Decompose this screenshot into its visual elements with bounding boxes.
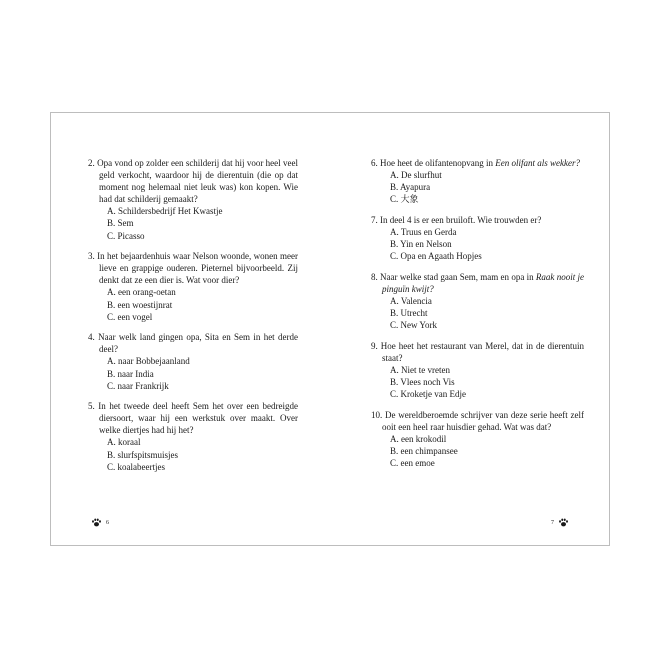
answer-options bbox=[371, 433, 584, 469]
answer-options bbox=[88, 205, 298, 241]
answer-option: C. naar Frankrijk bbox=[107, 380, 169, 391]
answer-option: C. een vogel bbox=[107, 311, 153, 322]
question-8 bbox=[371, 271, 584, 331]
answer-option: A. Schildersbedrijf Het Kwastje bbox=[107, 206, 223, 217]
question-4 bbox=[88, 331, 298, 391]
answer-option: C. 大象 bbox=[390, 194, 419, 205]
paw-print-icon bbox=[91, 518, 102, 527]
answer-option: B. Sem bbox=[107, 218, 134, 229]
answer-option: A. De slurfhut bbox=[390, 170, 442, 181]
paw-print-icon bbox=[558, 518, 569, 527]
question-9 bbox=[371, 340, 584, 400]
question-text: 9. Hoe heet het restaurant van Merel, dat in de dierentuin staat? bbox=[371, 340, 584, 363]
answer-option: A. koraal bbox=[107, 437, 141, 448]
answer-option: B. naar India bbox=[107, 368, 154, 379]
question-6 bbox=[371, 157, 584, 205]
question-text: 2. Opa vond op zolder een schilderij dat hij voor heel veel geld verkocht, waardoor hij de dierentuin (die op dat moment nog helemaal niet leuk was) kon kopen. Wie had dat schilderij gemaakt? bbox=[88, 158, 299, 205]
answer-option: B. slurfspitsmuisjes bbox=[107, 449, 179, 460]
left-page-footer bbox=[91, 518, 109, 527]
question-3 bbox=[88, 250, 298, 323]
question-text: 3. In het bejaardenhuis waar Nelson woonde, wonen meer lieve en grappige ouderen. Pieternel bijvoorbeeld. Zij denkt dat ze een dier is. Wat voor dier? bbox=[88, 251, 298, 286]
answer-option: C. een emoe bbox=[390, 458, 435, 469]
answer-options bbox=[88, 436, 298, 472]
answer-option: A. naar Bobbejaanland bbox=[107, 356, 190, 367]
answer-option: A. een krokodil bbox=[390, 433, 447, 444]
answer-options bbox=[371, 226, 584, 262]
answer-option: A. Niet te vreten bbox=[390, 364, 450, 375]
answer-options bbox=[371, 364, 584, 400]
right-page bbox=[371, 157, 584, 478]
answer-option: B. Yin en Nelson bbox=[390, 239, 452, 250]
question-10 bbox=[371, 409, 584, 469]
question-text: 4. Naar welk land gingen opa, Sita en Sem in het derde deel? bbox=[88, 332, 298, 355]
question-5 bbox=[88, 400, 298, 473]
book-spread bbox=[50, 112, 610, 546]
question-text: 6. Hoe heet de olifantenopvang in Een olifant als wekker? bbox=[371, 158, 580, 168]
answer-option: C. Kroketje van Edje bbox=[390, 389, 466, 400]
book-title: Raak nooit je pinguïn kwijt? bbox=[382, 271, 584, 294]
answer-options bbox=[371, 169, 584, 205]
answer-option: A. Valencia bbox=[390, 295, 432, 306]
page-number: 6 bbox=[106, 519, 109, 526]
answer-option: C. New York bbox=[390, 320, 438, 331]
answer-option: C. Picasso bbox=[107, 230, 145, 241]
right-page-footer bbox=[551, 518, 569, 527]
answer-option: A. Truus en Gerda bbox=[390, 226, 457, 237]
answer-options bbox=[88, 355, 298, 391]
question-text: 5. In het tweede deel heeft Sem het over een bedreigde diersoort, waar hij een werkstuk over maakt. Over welke diertjes had hij het? bbox=[88, 401, 299, 436]
question-7 bbox=[371, 214, 584, 262]
question-text: 7. In deel 4 is er een bruiloft. Wie trouwden er? bbox=[371, 214, 542, 225]
answer-options bbox=[371, 295, 584, 331]
left-page bbox=[88, 157, 298, 481]
answer-option: B. een chimpansee bbox=[390, 445, 458, 456]
question-text: 10. De wereldberoemde schrijver van deze serie heeft zelf ooit een heel raar huisdier gehad. Wat was dat? bbox=[371, 409, 585, 432]
answer-option: B. Vlees noch Vis bbox=[390, 377, 455, 387]
book-title: Een olifant als wekker? bbox=[495, 158, 580, 168]
answer-options bbox=[88, 286, 298, 322]
question-2 bbox=[88, 157, 298, 242]
answer-option: B. een woestijnrat bbox=[107, 299, 173, 310]
answer-option: B. Ayapura bbox=[390, 182, 431, 193]
answer-option: B. Utrecht bbox=[390, 308, 428, 319]
answer-option: C. Opa en Agaath Hopjes bbox=[390, 251, 482, 262]
page-number: 7 bbox=[551, 519, 554, 526]
answer-option: A. een orang-oetan bbox=[107, 287, 176, 298]
answer-option: C. koalabeertjes bbox=[107, 461, 165, 472]
question-text: 8. Naar welke stad gaan Sem, mam en opa in Raak nooit je pinguïn kwijt? bbox=[371, 271, 584, 294]
